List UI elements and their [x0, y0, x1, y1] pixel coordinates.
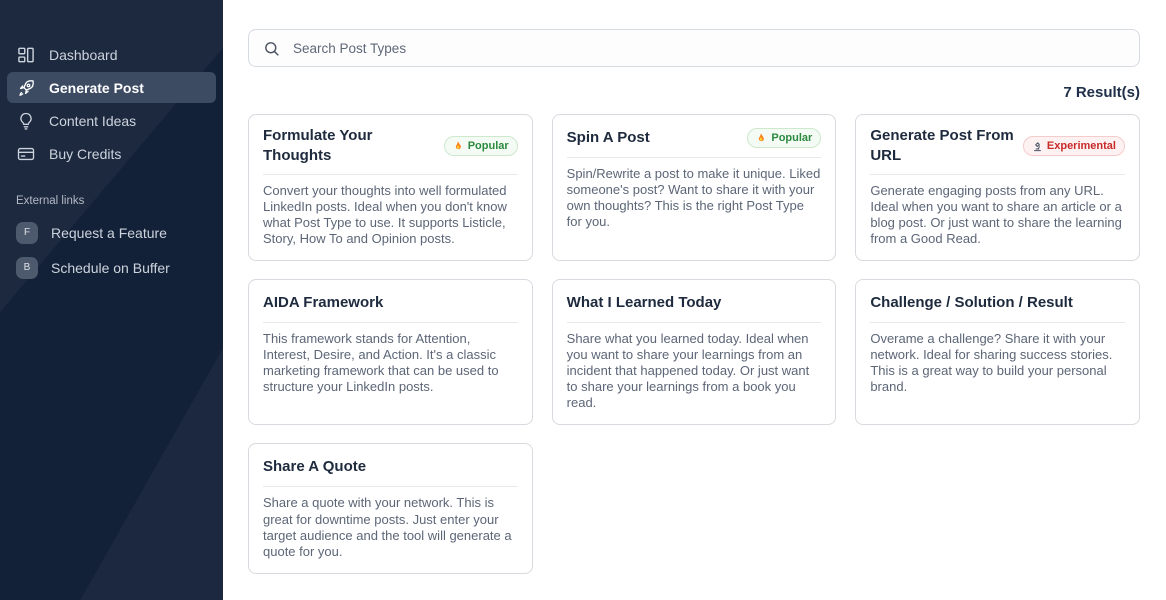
card-description: Generate engaging posts from any URL. Ideal when you want to share an article or a blog post. Or just want to share the learning from a Good Read.	[870, 182, 1122, 246]
post-type-card-spin-a-post[interactable]	[552, 114, 837, 261]
divider	[263, 174, 518, 175]
results-count: 7 Result(s)	[1063, 84, 1140, 101]
sidebar-link-request-a-feature[interactable]: F Request a Feature	[7, 217, 216, 248]
letter-badge: F	[16, 222, 38, 244]
card-description: Share a quote with your network. This is great for downtime posts. Just enter your target audience and the tool will generate a quote for you.	[263, 495, 512, 559]
post-type-card-challenge-solution-result[interactable]	[855, 279, 1140, 426]
sidebar-item-content-ideas[interactable]: Content Ideas	[7, 105, 216, 136]
main-content	[223, 0, 1166, 600]
card-title: Generate Post From URL	[870, 127, 1014, 165]
experimental-badge	[1023, 136, 1125, 156]
divider	[263, 322, 518, 323]
popular-badge	[747, 128, 821, 148]
sidebar-item-buy-credits[interactable]: Buy Credits	[7, 138, 216, 169]
credit-card-icon	[16, 144, 36, 164]
card-title: Spin A Post	[566, 128, 650, 146]
card-title: AIDA Framework	[263, 293, 384, 311]
search-bar[interactable]	[248, 29, 1140, 67]
divider	[263, 486, 518, 487]
post-type-card-aida-framework[interactable]	[248, 279, 533, 426]
microscope-icon	[1032, 141, 1043, 152]
sidebar-item-generate-post[interactable]: Generate Post	[7, 72, 216, 103]
divider	[567, 157, 822, 158]
badge-label: Popular	[467, 140, 509, 153]
dashboard-icon	[16, 45, 36, 65]
letter-badge: B	[16, 257, 38, 279]
flame-icon	[756, 133, 767, 144]
search-input[interactable]	[291, 40, 1125, 57]
divider	[567, 322, 822, 323]
card-description: Convert your thoughts into well formulated LinkedIn posts. Ideal when you don't know what Post Type to use. It supports Listicle, Story, How To and Opinion posts.	[263, 182, 507, 246]
sidebar	[0, 0, 223, 600]
post-type-card-what-i-learned-today[interactable]	[552, 279, 837, 426]
badge-label: Popular	[771, 132, 813, 144]
card-description: Spin/Rewrite a post to make it unique. Liked someone's post? Want to share it with your own thoughts? This is the right Post Type for you.	[566, 166, 821, 230]
rocket-icon	[16, 78, 36, 98]
sidebar-item-dashboard[interactable]: Dashboard	[7, 39, 216, 70]
card-title: Formulate Your Thoughts	[263, 127, 373, 165]
post-type-card-generate-post-from-url[interactable]	[855, 114, 1140, 261]
divider	[870, 174, 1125, 175]
sidebar-link-schedule-on-buffer[interactable]: B Schedule on Buffer	[7, 252, 216, 283]
external-links-heading: External links	[16, 195, 85, 207]
divider	[870, 322, 1125, 323]
card-title: What I Learned Today	[566, 293, 722, 311]
post-type-card-share-a-quote[interactable]	[248, 443, 533, 573]
card-title: Share A Quote	[263, 458, 367, 476]
card-description: This framework stands for Attention, Interest, Desire, and Action. It's a classic marketing framework that can be used to structure your LinkedIn posts.	[263, 330, 499, 395]
post-type-card-formulate-your-thoughts[interactable]	[248, 114, 533, 261]
search-icon	[263, 40, 280, 57]
card-description: Share what you learned today. Ideal when you want to share your learnings from an incident that happened today. Or just want to share your learnings from a book you read.	[566, 330, 810, 411]
card-description: Overame a challenge? Share it with your network. Ideal for sharing success stories. This is a great way to build your personal brand.	[870, 330, 1113, 395]
lightbulb-icon	[16, 111, 36, 131]
popular-badge	[444, 136, 518, 156]
badge-label: Experimental	[1046, 140, 1116, 153]
flame-icon	[453, 141, 464, 152]
external-links-list	[0, 217, 223, 283]
sidebar-nav	[0, 39, 223, 169]
card-title: Challenge / Solution / Result	[870, 293, 1073, 311]
post-type-grid	[248, 114, 1140, 574]
external-links-section	[0, 193, 223, 283]
